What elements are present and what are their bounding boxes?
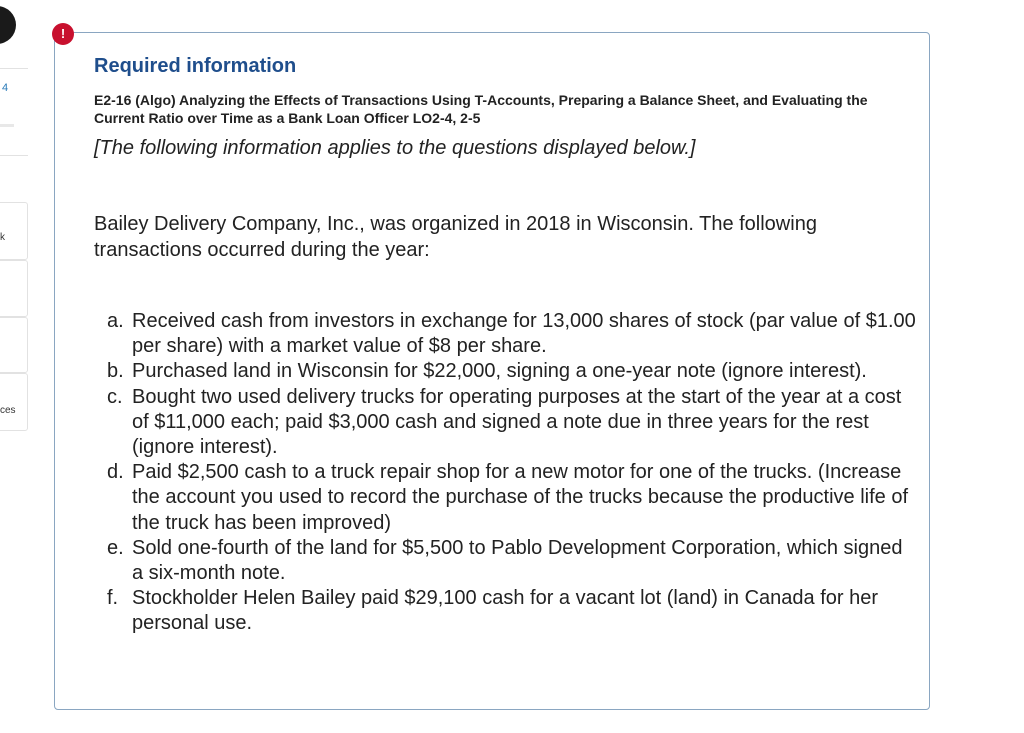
sidebar-card-label: ces [0,405,16,416]
problem-intro: Bailey Delivery Company, Inc., was organized in 2018 in Wisconsin. The following transactions occurred during the year: [94,213,817,261]
list-item [107,309,917,359]
transaction-text: Purchased land in Wisconsin for $22,000, signing a one-year note (ignore interest). [132,360,867,383]
sidebar-card-label: k [0,232,5,243]
sidebar-card[interactable] [0,260,28,317]
list-item [107,460,917,536]
sidebar-progress-bar [0,124,14,127]
sidebar-card-k[interactable] [0,202,28,260]
sidebar [0,0,28,733]
transaction-letter: b. [107,360,124,383]
sidebar-divider [0,155,28,156]
transaction-text: Bought two used delivery trucks for operating purposes at the start of the year at a cost of $11,000 each; paid $3,000 cash and signed a note due in three years for the rest (ignore interest). [132,385,902,459]
transactions-list [107,309,917,637]
transaction-text: Stockholder Helen Bailey paid $29,100 cash for a vacant lot (land) in Canada for her personal use. [132,587,879,635]
sidebar-card-ces[interactable] [0,373,28,431]
list-item [107,359,917,384]
transaction-text: Sold one-fourth of the land for $5,500 to Pablo Development Corporation, which signed a six-month note. [132,536,903,585]
transaction-text: Paid $2,500 cash to a truck repair shop for a new motor for one of the trucks. (Increase the account you used to record the purchase of the trucks because the productive life of the truck has been improved) [132,461,909,534]
sidebar-avatar[interactable] [0,6,16,44]
applies-note: [The following information applies to the questions displayed below.] [94,137,696,159]
sidebar-card[interactable] [0,317,28,373]
transaction-text: Received cash from investors in exchange for 13,000 shares of stock (par value of $1.00 per share) with a market value of $8 per share. [132,310,916,358]
sidebar-divider [0,68,28,69]
list-item [107,586,917,636]
transaction-letter: a. [107,310,124,332]
problem-subtitle: E2-16 (Algo) Analyzing the Effects of Transactions Using T-Accounts, Preparing a Balance Sheet, and Evaluating the Current Ratio over Time as a Bank Loan Officer LO2-4, 2-5 [94,92,868,126]
panel-title: Required information [94,55,297,77]
transaction-letter: d. [107,461,124,484]
required-information-panel [54,32,930,710]
transaction-letter: c. [107,385,123,408]
list-item [107,385,917,461]
alert-icon: ! [52,23,74,45]
transaction-letter: e. [107,536,124,559]
sidebar-item-number[interactable]: 4 [2,82,9,94]
list-item [107,536,917,586]
transaction-letter: f. [107,587,119,610]
